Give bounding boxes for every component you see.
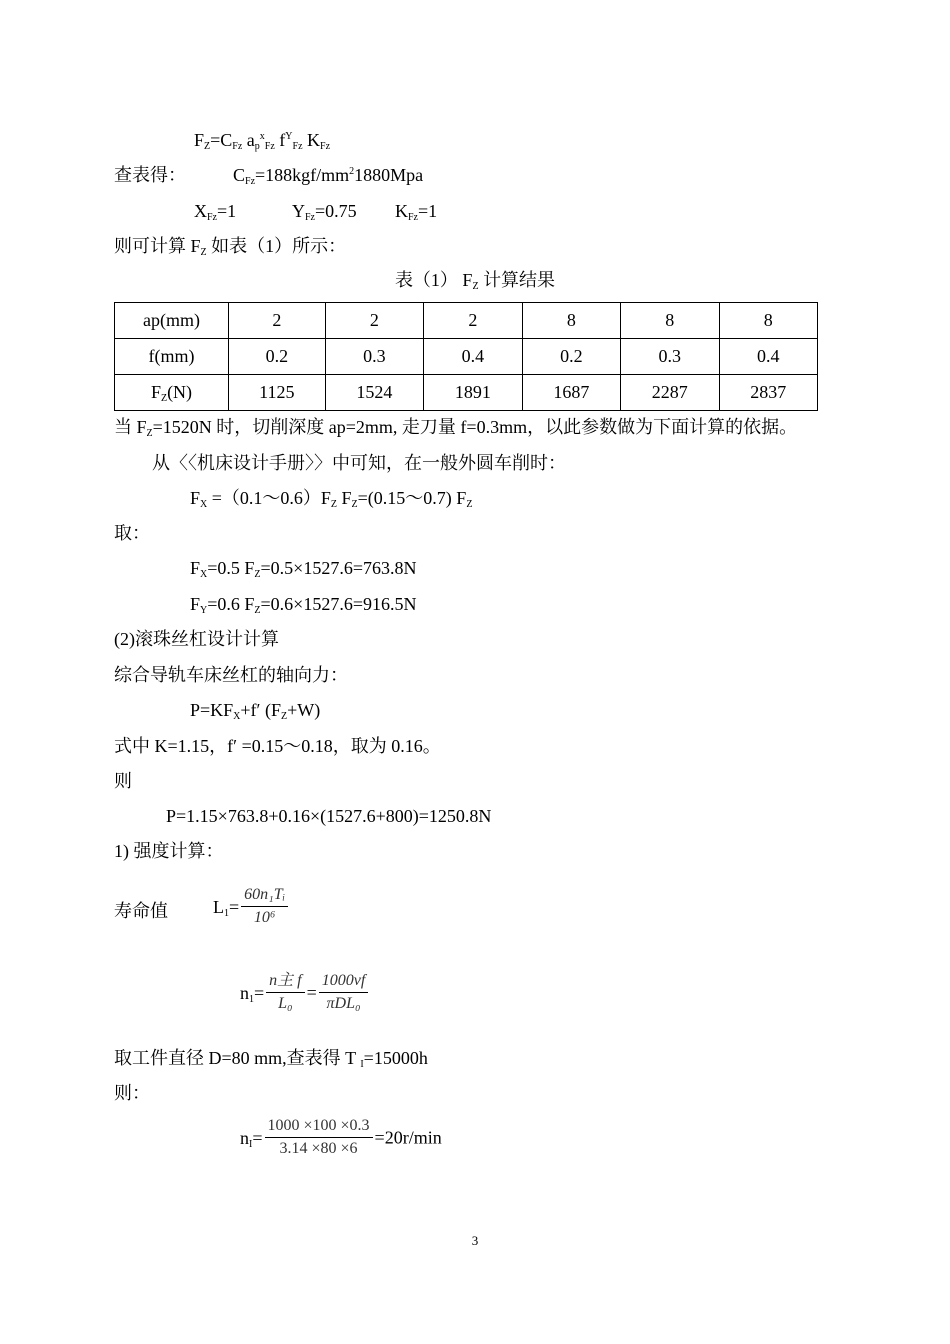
- xfz-coefficient: $X_{Fz}=1$: [194, 201, 237, 223]
- table-cell: 1891: [424, 375, 522, 411]
- table-cell: 0.4: [424, 339, 522, 375]
- table-cell: 0.4: [719, 339, 817, 375]
- force-ratio-line: $F_X$ $=(0.1\sim 0.6)F_Z$ $F_Z=(0.15\sim 0.7)$ $F_Z$: [190, 488, 473, 510]
- calc-intro: 则可计算 $F_Z$ 如表（1）所示：: [114, 236, 347, 258]
- table-cell: 2: [325, 303, 423, 339]
- n1-fraction-2: $\frac{1000vf}{\text{πDL₀}}$: [319, 970, 369, 1015]
- table-cell: 2837: [719, 375, 817, 411]
- table-cell: 8: [522, 303, 620, 339]
- table-cell: 2: [424, 303, 522, 339]
- table-cell: 0.2: [522, 339, 620, 375]
- table-caption: 表（1） $F_Z$ 计算结果: [394, 270, 556, 292]
- yfz-coefficient: $Y_{Fz}=0.75$: [292, 201, 357, 223]
- take-label: 取：: [114, 523, 150, 543]
- table-row: [115, 303, 818, 339]
- fz-formula: $F_Z=C_{Fz}$ $a_p^x_{Fz}$ $f^Y_{Fz}$ $K_{Fz}$: [194, 130, 331, 152]
- fy-calculation: $F_Y=0.6$ $F_Z=0.6\times 1527.6=916.5N$: [190, 594, 417, 616]
- axial-intro: 综合导轨车床丝杠的轴向力：: [114, 665, 348, 685]
- row-label: f(mm): [115, 339, 229, 375]
- table-row: [115, 375, 818, 411]
- fz-results-table: [114, 302, 818, 411]
- table-cell: 1687: [522, 375, 620, 411]
- table-cell: 2287: [621, 375, 719, 411]
- table-cell: 8: [621, 303, 719, 339]
- row-label: ap(mm): [115, 303, 229, 339]
- table-cell: 1125: [229, 375, 326, 411]
- table-cell: 1524: [325, 375, 423, 411]
- then-label-2: 则：: [114, 1083, 150, 1103]
- workpiece-line: 取工件直径 D=80 mm,查表得 T $_I$=15000h: [114, 1048, 428, 1070]
- n1-value-fraction: $\frac{1000 \times 100 \times 0.3}{3.14 \times 80 \times 6}$: [265, 1115, 373, 1160]
- lookup-label: 查表得：: [114, 165, 186, 185]
- n1-formula: $n_1=$ $\frac{\text{n主 f}}{\text{L₀}}$ = $\frac{1000vf}{\text{πDL₀}}$: [240, 970, 370, 1015]
- table-row: [115, 339, 818, 375]
- strength-heading: 1) 强度计算：: [114, 841, 224, 861]
- n1-value: $n_I=$ $\frac{1000 \times 100 \times 0.3}{3.14 \times 80 \times 6}$ =20r/min: [240, 1115, 442, 1160]
- p-value: P=1.15×763.8+0.16×(1527.6+800)=1250.8N: [166, 806, 492, 826]
- then-label: 则: [114, 771, 132, 791]
- table-cell: 2: [229, 303, 326, 339]
- table-cell: 0.3: [621, 339, 719, 375]
- n1-fraction-1: $\frac{\text{n主 f}}{\text{L₀}}$: [266, 970, 304, 1015]
- decision-text: 当 $F_Z=1520N$ 时，切削深度 ap=2mm, 走刀量 f=0.3mm，以此参数做为下面计算的依据。: [114, 417, 798, 439]
- cfz-value: $C_{Fz}=188kgf/mm^21880Mpa$: [233, 165, 424, 187]
- row-label: $F_Z(N)$: [115, 375, 229, 411]
- where-line: 式中 K=1.15，f′ =0.15～0.18，取为 0.16。: [114, 736, 441, 756]
- table-cell: 0.3: [325, 339, 423, 375]
- section-heading: (2)滚珠丝杠设计计算: [114, 629, 279, 649]
- fx-calculation: $F_X=0.5$ $F_Z=0.5\times 1527.6=763.8N$: [190, 558, 417, 580]
- life-fraction: $\frac{\text{60n₁Tᵢ}}{\text{10⁶}}$: [241, 884, 288, 929]
- kfz-coefficient: $K_{Fz}=1$: [395, 201, 438, 223]
- p-formula: $P=KF_X+f'$ $(F_Z+W)$: [190, 700, 321, 722]
- page-number: 3: [471, 1233, 479, 1248]
- life-label: 寿命值: [114, 901, 168, 921]
- life-formula: $L_1=$ $\frac{\text{60n₁Tᵢ}}{\text{10⁶}}$: [213, 884, 290, 929]
- table-cell: 0.2: [229, 339, 326, 375]
- reference-text: 从〈〈机床设计手册〉〉中可知，在一般外圆车削时：: [152, 453, 566, 473]
- table-cell: 8: [719, 303, 817, 339]
